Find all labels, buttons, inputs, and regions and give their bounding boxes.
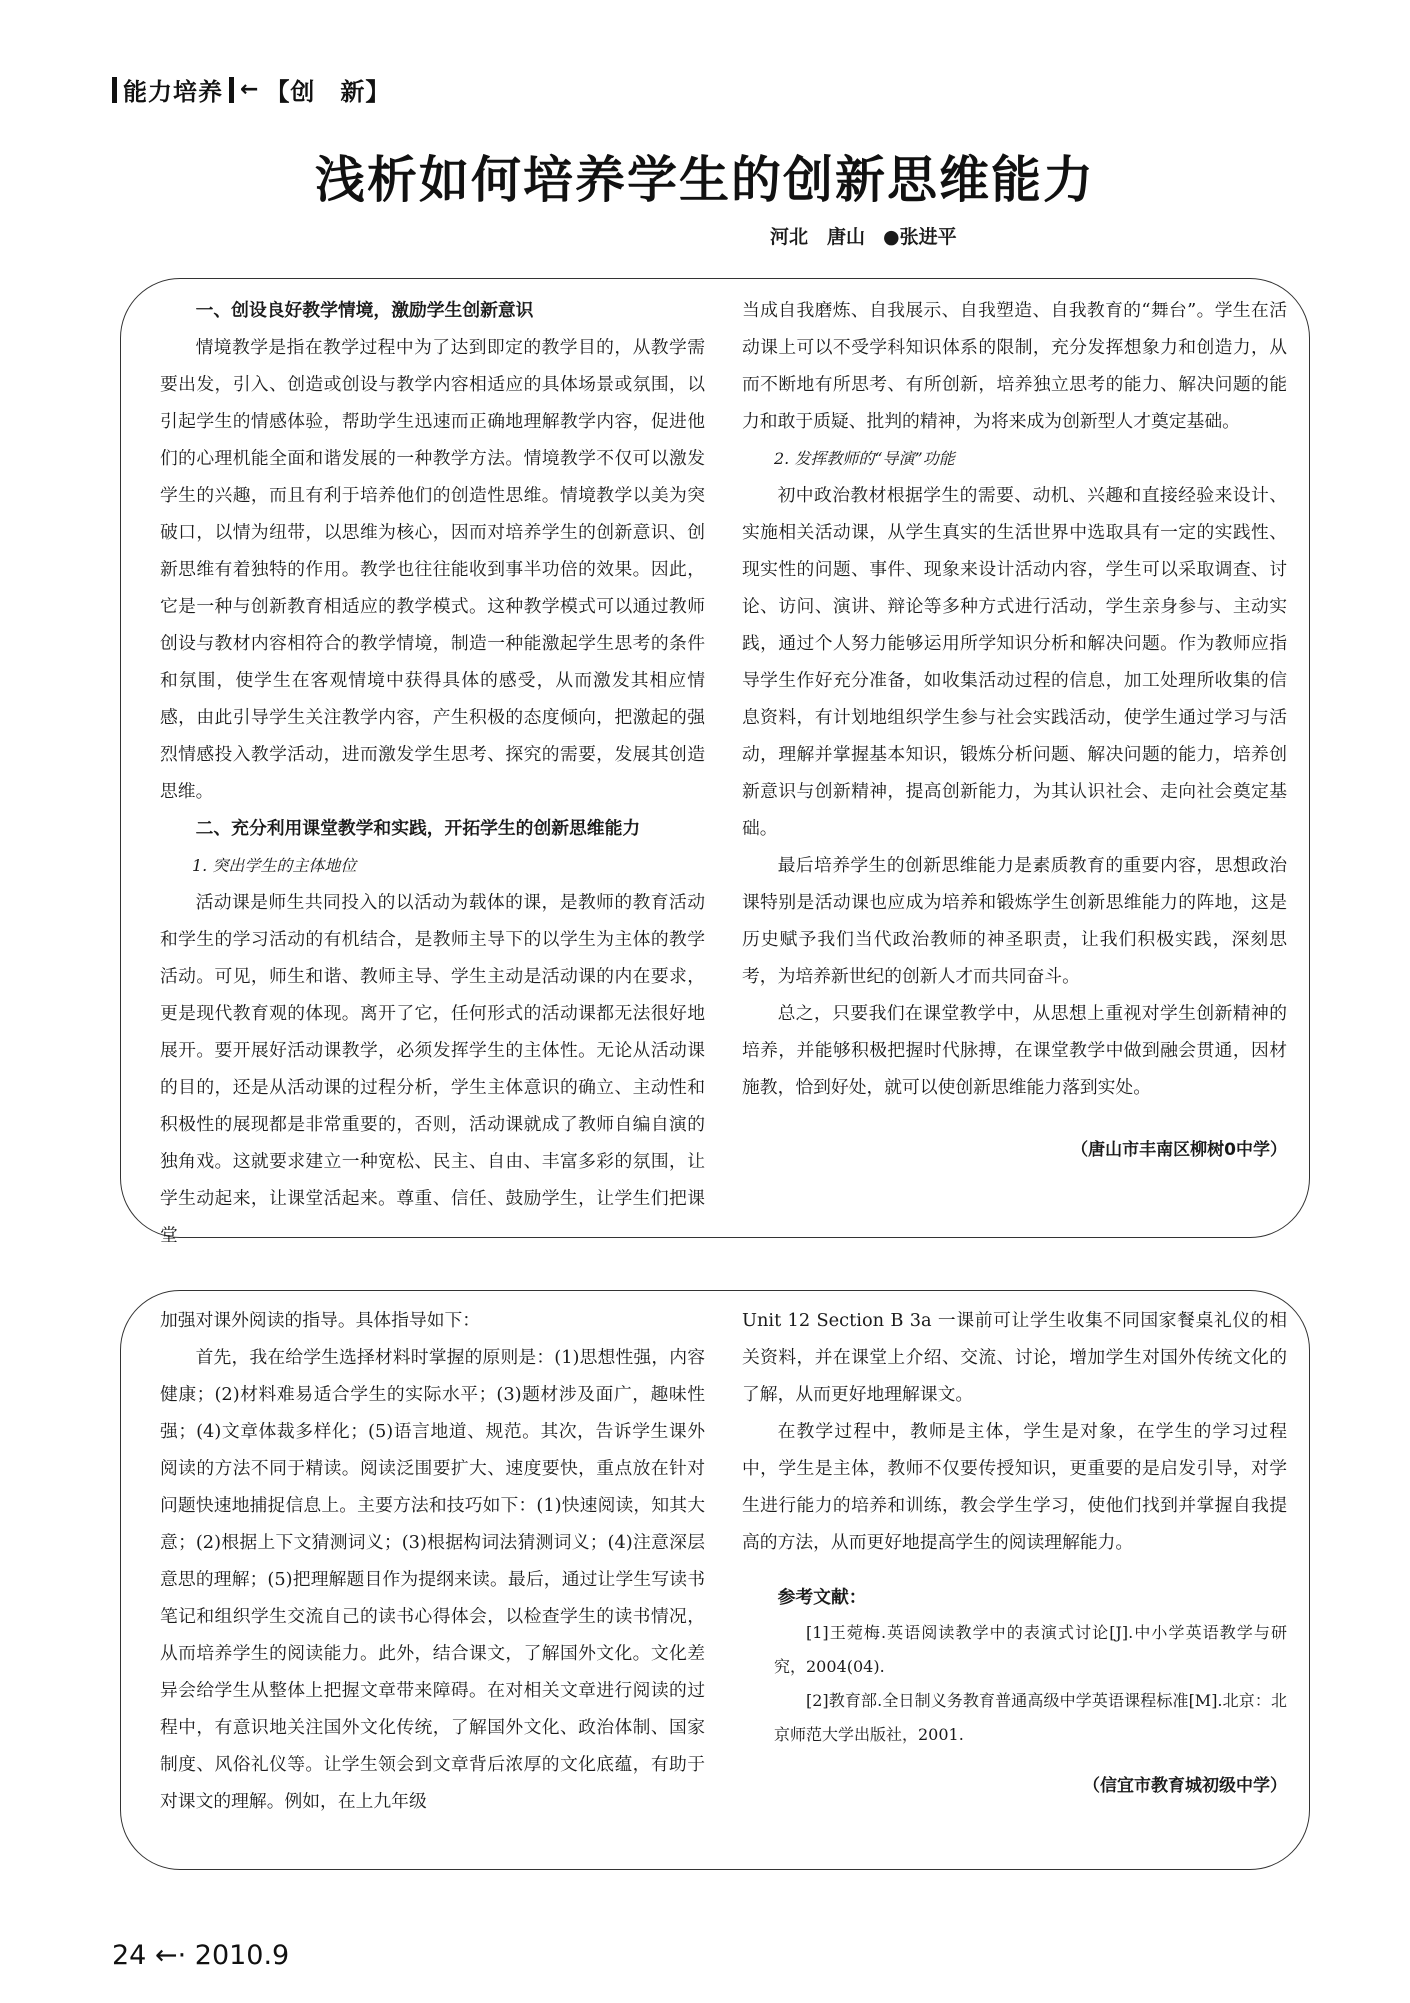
paragraph: 最后培养学生的创新思维能力是素质教育的重要内容，思想政治课特别是活动课也应成为培养和锻炼学生创新思维能力的阵地，这是历史赋予我们当代政治教师的神圣职责，让我们积极实践，深刻思考，为培养新世纪的创新人才而共同奋斗。 xyxy=(742,855,1287,987)
article-title: 浅析如何培养学生的创新思维能力 xyxy=(315,151,1095,209)
reference-item: [2]教育部.全日制义务教育普通高级中学英语课程标准[M].北京：北京师范大学出版社，2001. xyxy=(774,1691,1287,1744)
issue-date: 2010.9 xyxy=(194,1940,290,1971)
affiliation: （信宜市教育城初级中学） xyxy=(1083,1776,1287,1796)
subheading-1: 1. 突出学生的主体地位 xyxy=(192,856,357,875)
reference-item: [1]王菀梅.英语阅读教学中的表演式讨论[J].中小学英语教学与研究，2004(04). xyxy=(774,1623,1287,1676)
arrow-left-icon: ← xyxy=(240,77,260,102)
tag-bar-right xyxy=(229,77,234,103)
arrow-left-icon: ←· xyxy=(154,1940,187,1971)
article2-left-column xyxy=(160,1302,705,1820)
section-label: 能力培养 xyxy=(123,78,223,106)
paragraph: 首先，我在给学生选择材料时掌握的原则是：(1)思想性强，内容健康；(2)材料难易适合学生的实际水平；(3)题材涉及面广，趣味性强；(4)文章体裁多样化；(5)语言地道、规范。其次，告诉学生课外阅读的方法不同于精读。阅读泛围要扩大、速度要快，重点放在针对问题快速地捕捉信息上。主要方法和技巧如下：(1)快速阅读，知其大意；(2)根据上下文猜测词义；(3)根据构词法猜测词义；(4)注意深层意思的理解；(5)把理解题目作为提纲来读。最后，通过让学生写读书笔记和组织学生交流自己的读书心得体会，以检查学生的读书情况，从而培养学生的阅读能力。此外，结合课文，了解国外文化。文化差异会给学生从整体上把握文章带来障碍。在对相关文章进行阅读的过程中，有意识地关注国外文化传统，了解国外文化、政治体制、国家制度、风俗礼仪等。让学生领会到文章背后浓厚的文化底蕴，有助于对课文的理解。例如，在上九年级 xyxy=(160,1347,705,1812)
paragraph: Unit 12 Section B 3a 一课前可让学生收集不同国家餐桌礼仪的相关资料，并在课堂上介绍、交流、讨论，增加学生对国外传统文化的了解，从而更好地理解课文。 xyxy=(742,1310,1287,1405)
author-region: 河北 唐山 xyxy=(770,226,866,248)
subheading-2: 2. 发挥教师的“导演”功能 xyxy=(774,449,955,468)
article2-right-column xyxy=(742,1302,1287,1805)
author-name: ●张进平 xyxy=(883,226,957,248)
paragraph: 活动课是师生共同投入的以活动为载体的课，是教师的教育活动和学生的学习活动的有机结合，是教师主导下的以学生为主体的教学活动。可见，师生和谐、教师主导、学生主动是活动课的内在要求，更是现代教育观的体现。离开了它，任何形式的活动课都无法很好地展开。要开展好活动课教学，必须发挥学生的主体性。无论从活动课的目的，还是从活动课的过程分析，学生主体意识的确立、主动性和积极性的展现都是非常重要的，否则，活动课就成了教师自编自演的独角戏。这就要求建立一种宽松、民主、自由、丰富多彩的氛围，让学生动起来，让课堂活起来。尊重、信任、鼓励学生，让学生们把课堂 xyxy=(160,892,705,1246)
paragraph: 总之，只要我们在课堂教学中，从思想上重视对学生创新精神的培养，并能够积极把握时代脉搏，在课堂教学中做到融会贯通，因材施教，恰到好处，就可以使创新思维能力落到实处。 xyxy=(742,1003,1287,1098)
paragraph: 在教学过程中，教师是主体，学生是对象，在学生的学习过程中，学生是主体，教师不仅要传授知识，更重要的是启发引导，对学生进行能力的培养和训练，教会学生学习，使他们找到并掌握自我提高的方法，从而更好地提高学生的阅读理解能力。 xyxy=(742,1421,1287,1553)
byline xyxy=(770,222,957,249)
paragraph: 当成自我磨炼、自我展示、自我塑造、自我教育的“舞台”。学生在活动课上可以不受学科知识体系的限制，充分发挥想象力和创造力，从而不断地有所思考、有所创新，培养独立思考的能力、解决问题的能力和敢于质疑、批判的精神，为将来成为创新型人才奠定基础。 xyxy=(742,300,1287,432)
affiliation: （唐山市丰南区柳树0中学） xyxy=(1071,1140,1287,1160)
paragraph: 初中政治教材根据学生的需要、动机、兴趣和直接经验来设计、实施相关活动课，从学生真实的生活世界中选取具有一定的实践性、现实性的问题、事件、现象来设计活动内容，学生可以采取调查、讨论、访问、演讲、辩论等多种方式进行活动，学生亲身参与、主动实践，通过个人努力能够运用所学知识分析和解决问题。作为教师应指导学生作好充分准备，如收集活动过程的信息，加工处理所收集的信息资料，有计划地组织学生参与社会实践活动，使学生通过学习与活动，理解并掌握基本知识，锻炼分析问题、解决问题的能力，培养创新意识与创新精神，提高创新能力，为其认识社会、走向社会奠定基础。 xyxy=(742,485,1287,839)
subsection-label: 【创 新】 xyxy=(265,78,391,106)
page-footer xyxy=(112,1940,289,1971)
heading-2: 二、充分利用课堂教学和实践，开拓学生的创新思维能力 xyxy=(195,818,641,839)
section-tag xyxy=(112,72,390,107)
article1-right-column xyxy=(742,292,1287,1169)
heading-1: 一、创设良好教学情境，激励学生创新意识 xyxy=(195,300,534,321)
tag-bar-left xyxy=(112,77,117,103)
references-title: 参考文献： xyxy=(777,1587,867,1608)
paragraph: 情境教学是指在教学过程中为了达到即定的教学目的，从教学需要出发，引入、创造或创设与教学内容相适应的具体场景或氛围，以引起学生的情感体验，帮助学生迅速而正确地理解教学内容，促进他们的心理机能全面和谐发展的一种教学方法。情境教学不仅可以激发学生的兴趣，而且有利于培养他们的创造性思维。情境教学以美为突破口，以情为纽带，以思维为核心，因而对培养学生的创新意识、创新思维有着独特的作用。教学也往往能收到事半功倍的效果。因此，它是一种与创新教育相适应的教学模式。这种教学模式可以通过教师创设与教材内容相符合的教学情境，制造一种能激起学生思考的条件和氛围，使学生在客观情境中获得具体的感受，从而激发其相应情感，由此引导学生关注教学内容，产生积极的态度倾向，把激起的强烈情感投入教学活动，进而激发学生思考、探究的需要，发展其创造思维。 xyxy=(160,337,705,802)
page-number: 24 xyxy=(112,1940,147,1971)
paragraph: 加强对课外阅读的指导。具体指导如下： xyxy=(160,1310,481,1331)
article1-left-column xyxy=(160,292,705,1254)
